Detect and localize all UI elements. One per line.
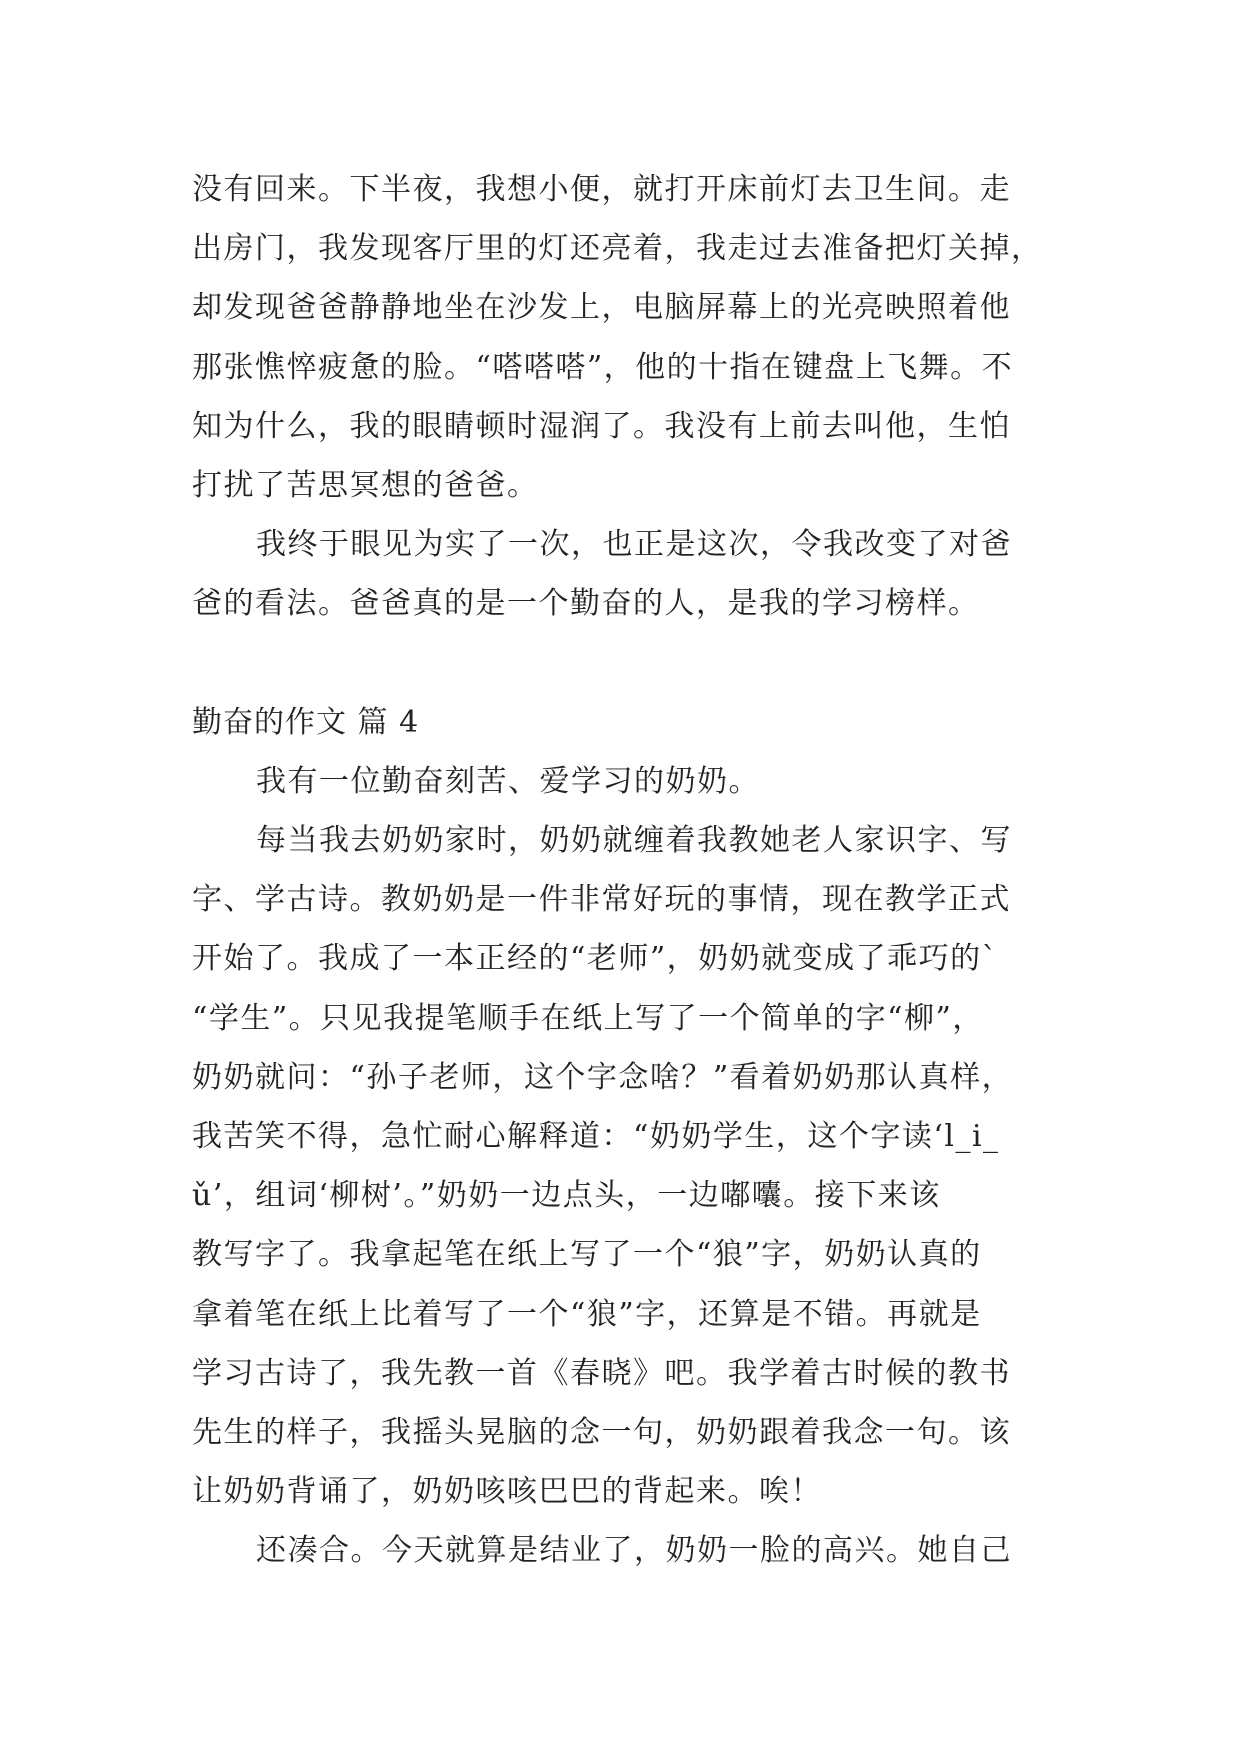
text-line: 那张憔悴疲惫的脸。“嗒嗒嗒”，他的十指在键盘上飞舞。不 xyxy=(192,349,1014,385)
text-line: 让奶奶背诵了，奶奶咳咳巴巴的背起来。唉！ xyxy=(192,1474,822,1510)
text-line: 却发现爸爸静静地坐在沙发上，电脑屏幕上的光亮映照着他 xyxy=(192,290,1011,326)
paragraph-intro xyxy=(192,752,1072,811)
text-line: 知为什么，我的眼睛顿时湿润了。我没有上前去叫他，生怕 xyxy=(192,408,1011,444)
paragraph-last xyxy=(192,1521,1072,1580)
text-line: 每当我去奶奶家时，奶奶就缠着我教她老人家识字、写 xyxy=(256,823,1012,859)
paragraph-gap xyxy=(192,634,1072,693)
paragraph-conclusion xyxy=(192,515,1072,633)
paragraph-top xyxy=(192,160,1072,515)
section-heading: 勤奋的作文 篇 4 xyxy=(192,704,420,740)
text-line: 我苦笑不得，急忙耐心解释道：“奶奶学生，这个字读‘l_i_ xyxy=(192,1119,1000,1154)
text-line: 没有回来。下半夜，我想小便，就打开床前灯去卫生间。走 xyxy=(192,172,1011,207)
paragraph-main xyxy=(192,811,1072,1521)
text-line: 教写字了。我拿起笔在纸上写了一个“狼”字，奶奶认真的 xyxy=(192,1237,982,1273)
text-line: “学生”。只见我提笔顺手在纸上写了一个简单的字“柳”， xyxy=(192,1000,984,1036)
text-line: 开始了。我成了一本正经的“老师”，奶奶就变成了乖巧的` xyxy=(192,941,999,977)
text-line: ǔ’，组词‘柳树’。”奶奶一边点头，一边嘟囔。接下来该 xyxy=(192,1178,941,1214)
text-line: 还凑合。今天就算是结业了，奶奶一脸的高兴。她自己 xyxy=(256,1533,1012,1569)
text-line: 字、学古诗。教奶奶是一件非常好玩的事情，现在教学正式 xyxy=(192,882,1011,918)
text-line: 我有一位勤奋刻苦、爱学习的奶奶。 xyxy=(256,763,760,799)
text-line: 拿着笔在纸上比着写了一个“狼”字，还算是不错。再就是 xyxy=(192,1296,982,1332)
text-line: 出房门，我发现客厅里的灯还亮着，我走过去准备把灯关掉， xyxy=(192,231,1043,267)
text-line: 打扰了苦思冥想的爸爸。 xyxy=(192,467,539,503)
document-body xyxy=(192,160,1072,1581)
text-line: 我终于眼见为实了一次，也正是这次，令我改变了对爸 xyxy=(256,527,1012,563)
text-line: 学习古诗了，我先教一首《春晓》吧。我学着古时候的教书 xyxy=(192,1355,1011,1391)
text-line: 爸的看法。爸爸真的是一个勤奋的人，是我的学习榜样。 xyxy=(192,586,980,622)
text-line: 奶奶就问：“孙子老师，这个字念啥？”看着奶奶那认真样， xyxy=(192,1059,1014,1095)
text-line: 先生的样子，我摇头晃脑的念一句，奶奶跟着我念一句。该 xyxy=(192,1414,1011,1450)
